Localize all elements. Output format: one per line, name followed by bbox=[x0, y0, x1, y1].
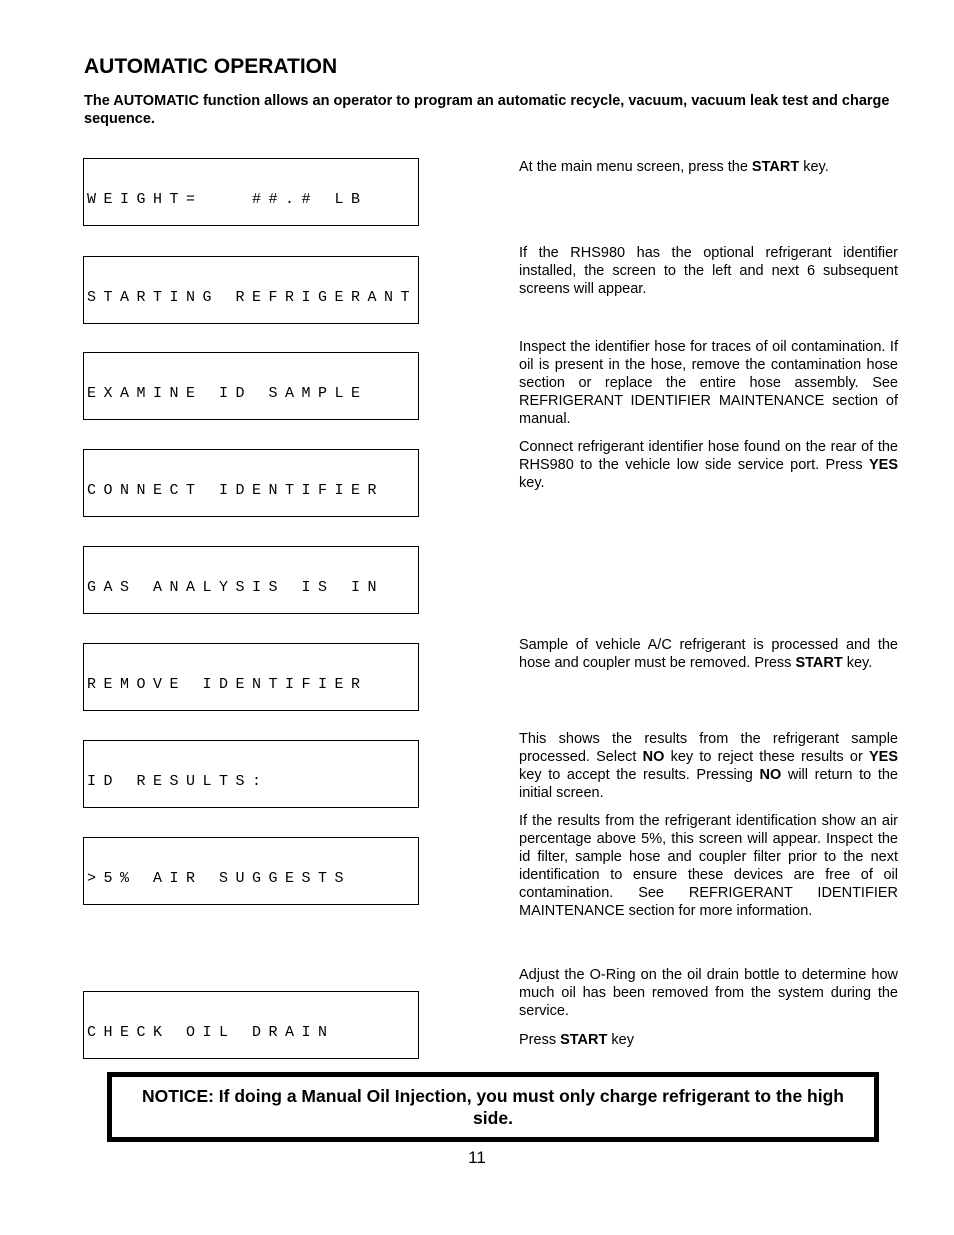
notice-box bbox=[107, 1072, 879, 1142]
lcd-screen-connect-identifier bbox=[83, 449, 419, 517]
description-id-results: This shows the results from the refrigerant sample processed. Select NO key to reject these results or YES key to accept the results. Pressing NO will return to the initial screen. bbox=[519, 731, 898, 801]
lcd-line: CONNECT IDENTIFIER bbox=[87, 482, 385, 499]
key-name: START bbox=[751, 159, 800, 175]
description-inspect-hose: Inspect the identifier hose for traces of oil contamination. If oil is present in the hose, remove the contamination hose section or replace the entire hose assembly. See REFRIGERANT IDENTIFIER MAINTENANCE section of manual. bbox=[519, 339, 898, 427]
description-oil-drain: Adjust the O-Ring on the oil drain bottle to determine how much oil has been removed from the system during the service. bbox=[519, 967, 898, 1019]
lcd-line: GAS ANALYSIS IS IN bbox=[87, 579, 385, 596]
key-name: YES bbox=[868, 749, 898, 765]
description-press-start: Press START key bbox=[519, 1032, 634, 1048]
description-remove-hose: Sample of vehicle A/C refrigerant is processed and the hose and coupler must be removed. Press START key. bbox=[519, 637, 898, 671]
lcd-screen-check-oil-drain bbox=[83, 991, 419, 1059]
lcd-screen-remove-identifier bbox=[83, 643, 419, 711]
lcd-screen-examine-sample bbox=[83, 352, 419, 420]
key-name: START bbox=[560, 1032, 608, 1048]
key-name: YES bbox=[868, 457, 898, 473]
lcd-line: STARTING REFRIGERANT bbox=[87, 289, 418, 306]
intro-paragraph: The AUTOMATIC function allows an operator to program an automatic recycle, vacuum, vacuum leak test and charge sequence. bbox=[84, 93, 890, 127]
description-connect-hose: Connect refrigerant identifier hose found on the rear of the RHS980 to the vehicle low side service port. Press YES key. bbox=[519, 439, 898, 491]
key-name: NO bbox=[759, 767, 782, 783]
notice-text: NOTICE: If doing a Manual Oil Injection, you must only charge refrigerant to the high side. bbox=[142, 1086, 844, 1128]
lcd-line: ID RESULTS: bbox=[87, 773, 269, 790]
lcd-line: CHECK OIL DRAIN bbox=[87, 1024, 335, 1041]
description-main-menu: At the main menu screen, press the START key. bbox=[519, 159, 829, 175]
description-identifier-optional: If the RHS980 has the optional refrigerant identifier installed, the screen to the left and next 6 subsequent screens will appear. bbox=[519, 245, 898, 297]
lcd-screen-starting-identifier bbox=[83, 256, 419, 324]
lcd-line: WEIGHT= ##.# LB bbox=[87, 191, 368, 208]
lcd-screen-gas-analysis bbox=[83, 546, 419, 614]
lcd-line: EXAMINE ID SAMPLE bbox=[87, 385, 368, 402]
lcd-screen-main-menu bbox=[83, 158, 419, 226]
key-name: START bbox=[795, 655, 843, 671]
lcd-line: >5% AIR SUGGESTS bbox=[87, 870, 352, 887]
key-name: NO bbox=[642, 749, 665, 765]
lcd-line: REMOVE IDENTIFIER bbox=[87, 676, 368, 693]
lcd-screen-id-results bbox=[83, 740, 419, 808]
description-air-warning: If the results from the refrigerant identification show an air percentage above 5%, this screen will appear. Inspect the id filter, sample hose and coupler filter prior to the next identification to ensure these devices are free of oil contamination. See REFRIGERANT IDENTIFIER MAINTENANCE section for more information. bbox=[519, 813, 898, 919]
lcd-screen-air-warning bbox=[83, 837, 419, 905]
page-number: 11 bbox=[468, 1148, 486, 1167]
section-heading: AUTOMATIC OPERATION bbox=[84, 55, 338, 78]
